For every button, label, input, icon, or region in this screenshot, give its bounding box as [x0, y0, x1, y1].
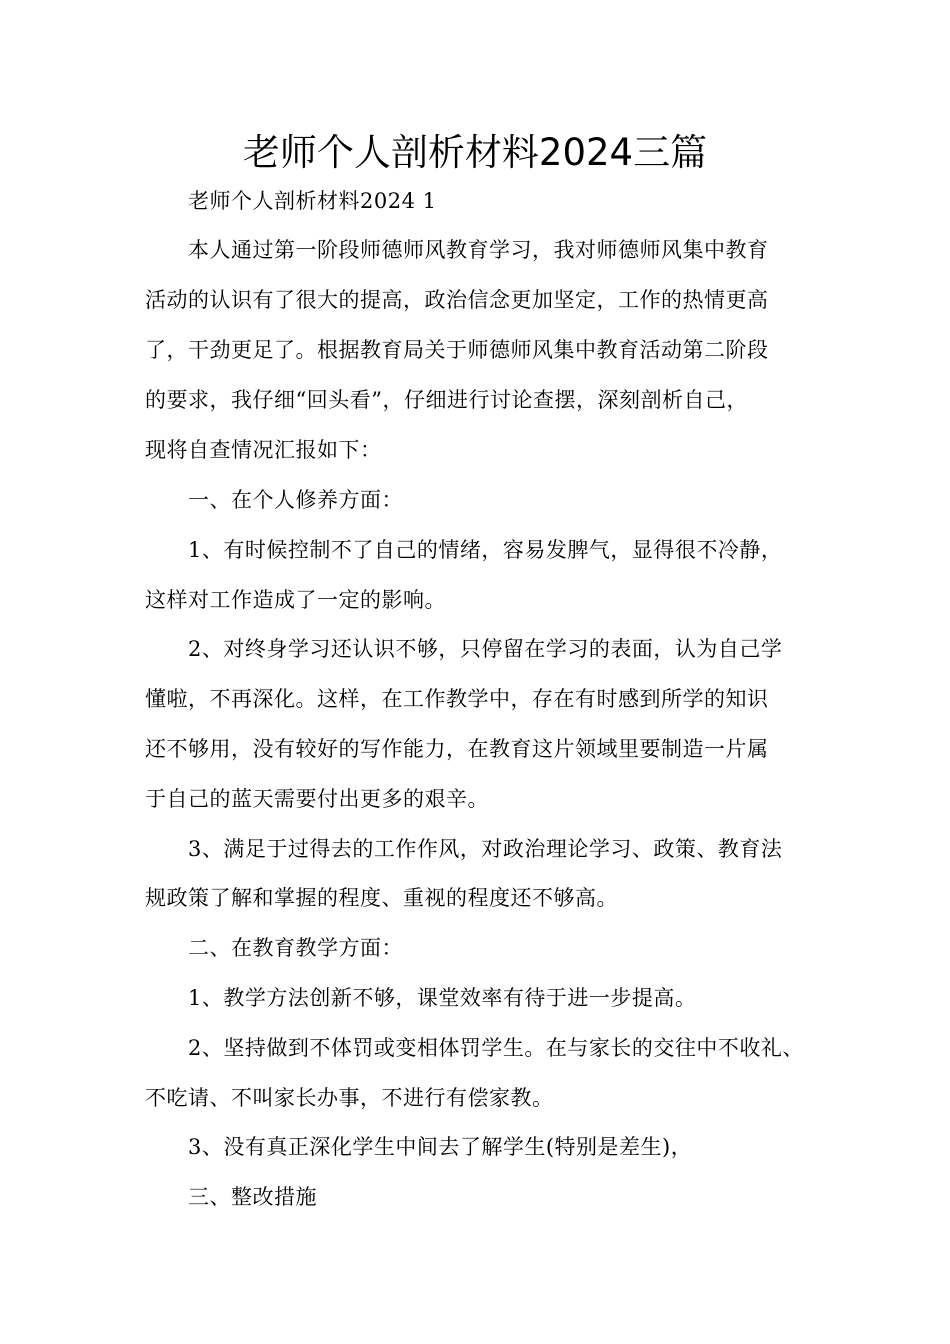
paragraph-line: 这样对工作造成了一定的影响。 [145, 588, 446, 612]
paragraph-line: 不吃请、不叫家长办事，不进行有偿家教。 [145, 1086, 554, 1110]
paragraph-line: 本人通过第一阶段师德师风教育学习，我对师德师风集中教育 [188, 238, 769, 262]
paragraph-line: 1、有时候控制不了自己的情绪，容易发脾气，显得很不冷静， [188, 538, 783, 562]
section-heading: 三、整改措施 [188, 1185, 317, 1209]
paragraph-line: 2、对终身学习还认识不够，只停留在学习的表面，认为自己学 [188, 637, 783, 661]
paragraph-line: 了，干劲更足了。根据教育局关于师德师风集中教育活动第二阶段 [145, 338, 769, 362]
paragraph-line: 1、教学方法创新不够，课堂效率有待于进一步提高。 [188, 986, 697, 1010]
paragraph-line: 活动的认识有了很大的提高，政治信念更加坚定，工作的热情更高 [145, 288, 769, 312]
paragraph-line: 还不够用，没有较好的写作能力，在教育这片领域里要制造一片属 [145, 737, 769, 761]
section-heading: 二、在教育教学方面： [188, 936, 403, 960]
paragraph-line: 2、坚持做到不体罚或变相体罚学生。在与家长的交往中不收礼、 [188, 1036, 804, 1060]
paragraph-line: 懂啦，不再深化。这样，在工作教学中，存在有时感到所学的知识 [145, 687, 769, 711]
paragraph-line: 的要求，我仔细“回头看”，仔细进行讨论查摆，深刻剖析自己， [145, 388, 748, 412]
paragraph-line: 现将自查情况汇报如下： [145, 438, 382, 462]
paragraph-line: 于自己的蓝天需要付出更多的艰辛。 [145, 787, 489, 811]
paragraph-line: 规政策了解和掌握的程度、重视的程度还不够高。 [145, 886, 618, 910]
document-subtitle: 老师个人剖析材料2024 1 [188, 189, 437, 213]
paragraph-line: 3、没有真正深化学生中间去了解学生(特别是差生)， [188, 1135, 693, 1159]
document-title: 老师个人剖析材料2024三篇 [242, 131, 708, 174]
section-heading: 一、在个人修养方面： [188, 488, 403, 512]
paragraph-line: 3、满足于过得去的工作作风，对政治理论学习、政策、教育法 [188, 837, 783, 861]
